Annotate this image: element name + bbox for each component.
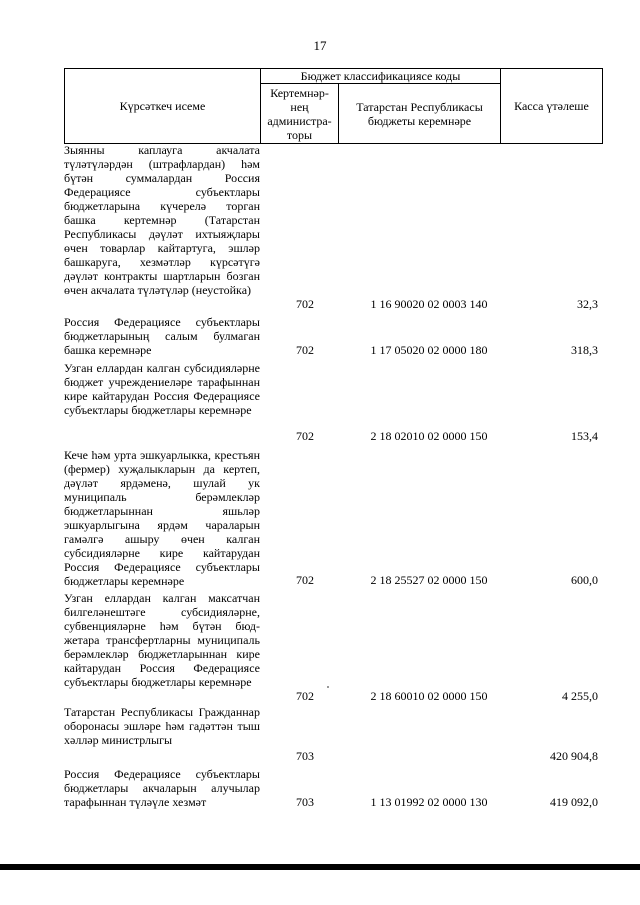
row-amount: 419 092,0: [550, 795, 598, 809]
row-code: 2 18 60010 02 0000 150: [370, 689, 488, 703]
row-name: Зыянны каплауга акчалата түләтүләрдән (штрафлардан) һәм бүтән суммалардан Россия Федерациясе субъектлары бюджетларына күчерелә торган башка кертемнәр (Татарстан Республикасы дәүләт ихтыяҗлары өчен товарлар кайтартуга, эшләр башкаруга, хезмәтләр күрсәтүгә дәүләт контракты шартларын бозган өчен акчалата түләтүләр (неустойка): [64, 143, 260, 297]
row-name: Россия Федерациясе субъектлары бюджетлары акчаларын алучылар тарафыннан түләүле хезмәт: [64, 767, 260, 809]
row-amount: 600,0: [571, 573, 598, 587]
row-amount: 153,4: [571, 429, 598, 443]
row-administrator: 703: [296, 749, 314, 763]
row-code: 1 13 01992 02 0000 130: [370, 795, 488, 809]
row-administrator: 702: [296, 689, 314, 703]
row-administrator: 703: [296, 795, 314, 809]
table-row: [64, 591, 602, 704]
row-administrator: 702: [296, 573, 314, 587]
row-amount: 4 255,0: [562, 689, 598, 703]
header-budget-revenue: Татарстан Республикасы бюджеты керемнәре: [339, 84, 501, 144]
row-amount: 318,3: [571, 343, 598, 357]
row-name: Узган еллардан калган субсидияләрне бюджет учреждениеләре тарафыннан кире кайтарудан Россия Федерациясе субъектлары бюджетлары керемнәре: [64, 361, 260, 417]
header-administrator: Кертемнәр-нең администра-торы: [261, 84, 339, 144]
table-row: [64, 767, 602, 815]
header-budget-classification-code: Бюджет классификациясе коды: [261, 69, 501, 84]
table-header: [64, 68, 603, 144]
table-row: [64, 315, 602, 359]
row-administrator: 702: [296, 429, 314, 443]
table-row: [64, 705, 602, 765]
row-administrator: 702: [296, 343, 314, 357]
row-amount: 420 904,8: [550, 749, 598, 763]
row-administrator: 702: [296, 297, 314, 311]
table-row: [64, 143, 602, 313]
row-code: 2 18 25527 02 0000 150: [370, 573, 488, 587]
header-indicator-name: Күрсәткеч исеме: [65, 69, 261, 144]
row-code: 2 18 02010 02 0000 150: [370, 429, 488, 443]
row-name: Узган еллардан калган максатчан билгеләнештәге субсидияләрне, субвенцияләрне һәм бүтән бюд-жетара трансфертларны муниципаль берәмлекләр бюджетларыннан кире кайтарудан Россия Федерациясе субъектлары бюджетлары керемнәре: [64, 591, 260, 689]
table-row: [64, 448, 602, 588]
row-name: Татарстан Республикасы Гражданнар оборонасы эшләре һәм гадәттән тыш хәлләр министрлыгы: [64, 705, 260, 747]
header-cash-execution: Касса үтәлеше: [501, 69, 603, 144]
table-row: [64, 361, 602, 447]
row-code: 1 17 05020 02 0000 180: [370, 343, 488, 357]
row-name: Россия Федерациясе субъектлары бюджетларының салым булмаган башка керемнәре: [64, 315, 260, 357]
scan-border-bottom: [0, 864, 640, 870]
row-code: 1 16 90020 02 0003 140: [370, 297, 488, 311]
row-name: Кече һәм урта эшкуарлыкка, крестьян (фермер) хуҗалыкларын да кертеп, дәүләт ярдәменә, шулай ук муниципаль берәмлекләр бюджетларыннан яшьләр эшкуарлыгына ярдәм чараларын гамәлгә ашыру өчен калган субсидияләрне кире кайтарудан Россия Федерациясе субъектлары бюджетлары керемнәре: [64, 448, 260, 588]
row-amount: 32,3: [577, 297, 598, 311]
page-number: 17: [313, 38, 327, 53]
scan-speck: [327, 686, 329, 688]
